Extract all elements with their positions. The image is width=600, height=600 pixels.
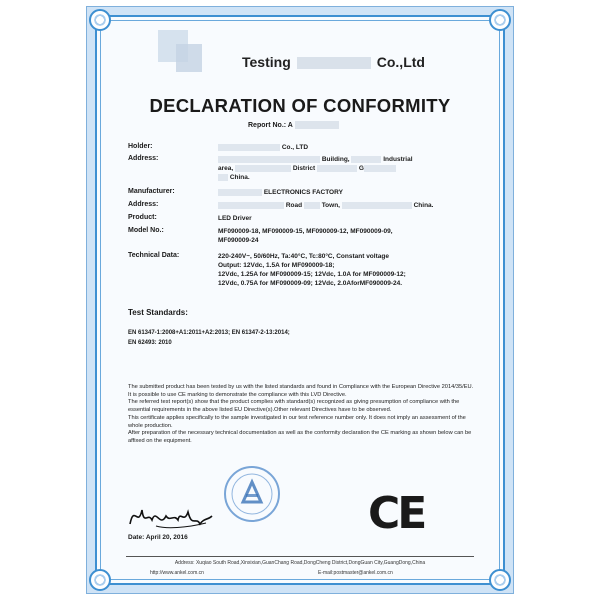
technical-data-values: 220-240V~, 50/60Hz, Ta:40°C, Tc:80°C, Constant voltage Output: 12Vdc, 1.5A for MF090009-18; 12Vdc, 1.25A for MF090009-15; 12Vdc, 1.0A for MF090009-12; 12Vdc, 0.75A for MF090009-09; 12Vdc, 2.0AforMF090009-24. [218, 253, 406, 287]
company-logo-icon [148, 24, 208, 74]
manufacturer-value: ELECTRONICS FACTORY [218, 188, 468, 197]
ce-mark: CE [368, 488, 425, 539]
corner-ornament-icon [489, 9, 511, 31]
manufacturer-address: Road Town, China. [218, 201, 468, 210]
holder-value: Co., LTD [218, 143, 468, 152]
footer-divider [126, 556, 474, 557]
report-number: Report No.: A [248, 121, 339, 129]
document-title: DECLARATION OF CONFORMITY [149, 95, 451, 116]
footer-website-link[interactable]: http://www.ankel.com.cn [150, 570, 204, 576]
certificate-statement [128, 384, 474, 446]
issue-date: Date: April 20, 2016 [128, 534, 188, 541]
address-label: Address: [128, 155, 159, 162]
company-name-suffix: Co.,Ltd [376, 54, 425, 70]
company-name [242, 54, 542, 70]
test-standards-list: EN 61347-1:2008+A1:2011+A2:2013; EN 61347-2-13:2014; EN 62493: 2010 [128, 330, 290, 346]
statement-paragraph: This certificate applies specifically to the sample investigated in our test reference number only. It does not imply an assessment of the whole production. [128, 414, 466, 429]
corner-ornament-icon [89, 9, 111, 31]
footer-address: Address: Xuqiao South Road,Xinxixian,GuanChang Road,DongCheng District,DongGuan City,GuangDong,China [174, 560, 426, 566]
footer-email-link[interactable]: E-mail:postmaster@ankel.com.cn [318, 570, 393, 576]
holder-label: Holder: [128, 143, 153, 150]
product-value: LED Driver [218, 215, 252, 222]
holder-address: Building, Industrial area, District G China. [218, 156, 413, 181]
product-label: Product: [128, 214, 157, 221]
technical-data-label: Technical Data: [128, 252, 180, 259]
model-values: MF090009-18, MF090009-15, MF090009-12, MF090009-09, MF090009-24 [218, 228, 393, 244]
statement-paragraph: After preparation of the necessary technical documentation as well as the conformity declaration the CE marking as shown below can be affixed on the equipment. [128, 430, 472, 444]
signature-image [126, 498, 216, 534]
corner-ornament-icon [489, 569, 511, 591]
statement-paragraph: The referred test report(s) show that the product complies with standard(s) recognized as giving presumption of compliance with the essential requirements in the above listed EU Directive(s).Other relevant Directives have to be observed. [128, 399, 460, 414]
manufacturer-address-label: Address: [128, 201, 159, 208]
redacted-text [297, 57, 371, 69]
statement-paragraph: The submitted product has been tested by us with the listed standards and found in Compliance with the European Directive 2014/35/EU. It is possible to use CE marking to demonstrate the compliance with this LVD Directive. [128, 384, 474, 398]
certification-seal-icon [222, 464, 282, 524]
company-name-prefix: Testing [242, 54, 291, 70]
redacted-text [295, 121, 339, 129]
model-label: Model No.: [128, 227, 164, 234]
corner-ornament-icon [89, 569, 111, 591]
test-standards-heading: Test Standards: [128, 308, 188, 317]
manufacturer-label: Manufacturer: [128, 188, 175, 195]
